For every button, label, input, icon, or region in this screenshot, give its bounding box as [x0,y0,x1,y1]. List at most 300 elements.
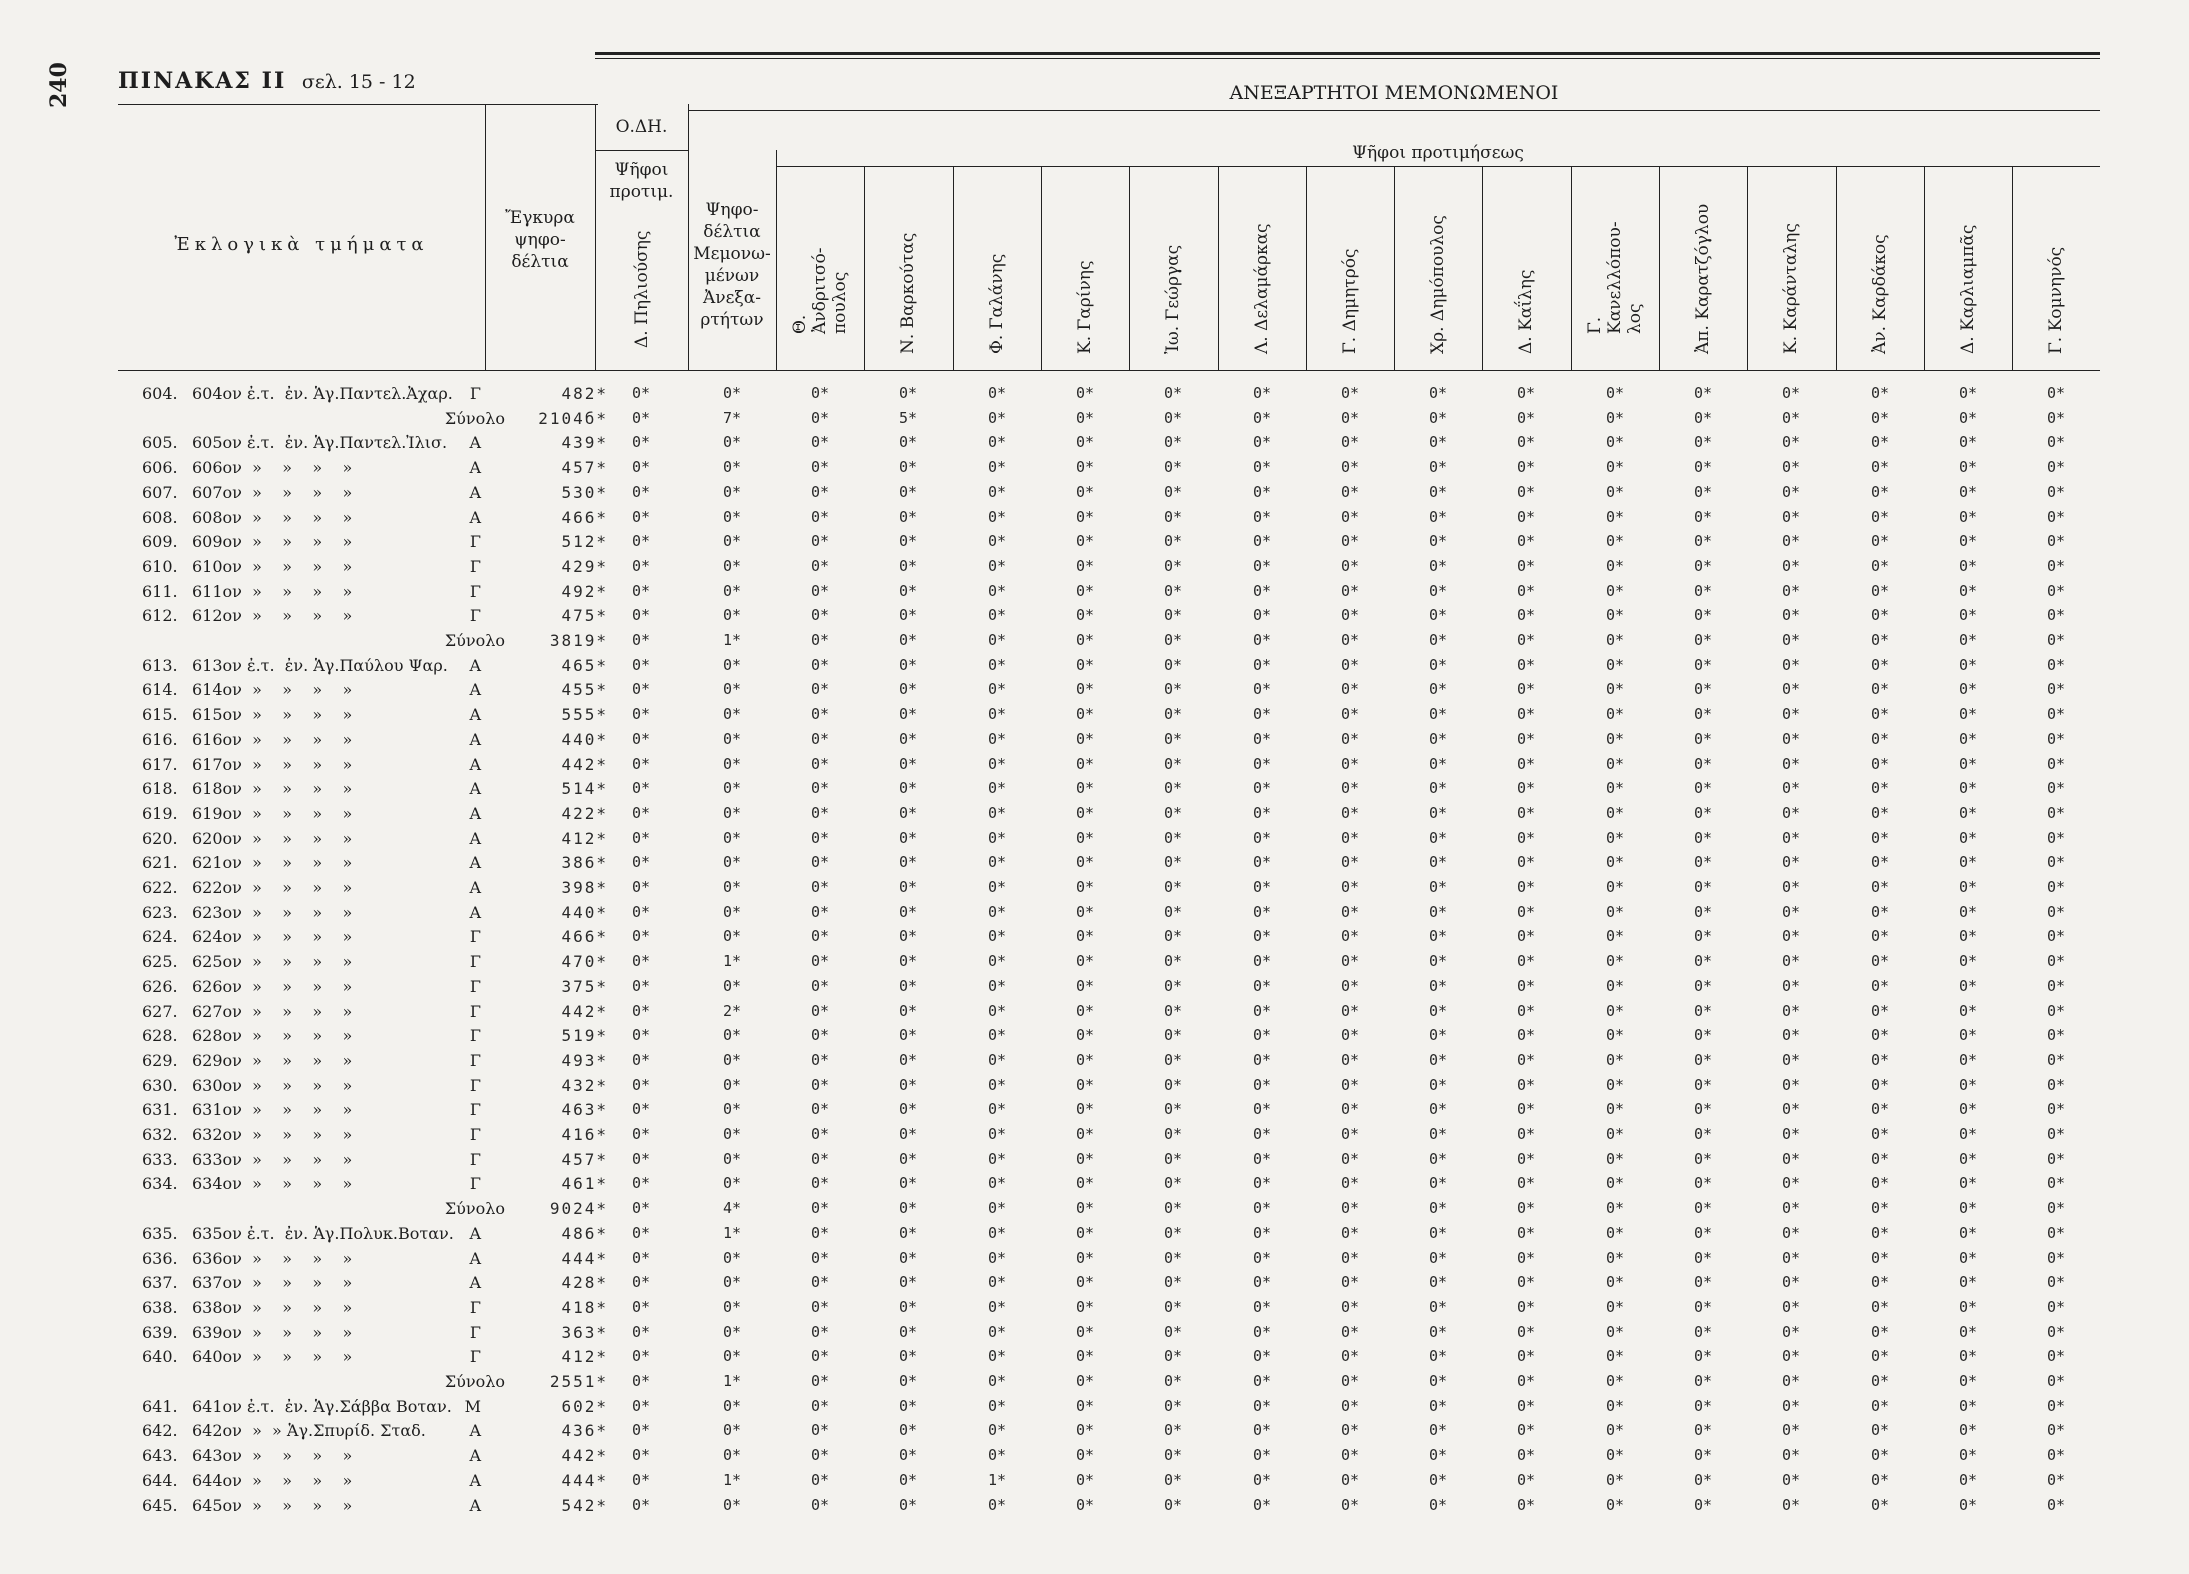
indep-ballots-value: 1* [722,631,742,649]
candidate-pref-value: 0* [1340,1174,1360,1192]
valid-ballots-value: 439* [561,433,608,452]
candidate-pref-value: 0* [1781,1026,1801,1044]
district-name: 642ον » » Ἁγ.Σπυρίδ. Σταδ. [192,1421,426,1440]
candidate-pref-value: 0* [1252,1051,1272,1069]
candidate-pref-value: 0* [1958,1446,1978,1464]
candidate-pref-value: 0* [2046,779,2066,797]
candidate-pref-value: 0* [1781,1372,1801,1390]
candidate-pref-value: 0* [898,730,918,748]
candidate-pref-value: 0* [898,1372,918,1390]
candidate-pref-value: 0* [810,903,830,921]
candidate-pref-value: 0* [1516,458,1536,476]
candidate-pref-value: 0* [1781,384,1801,402]
candidate-pref-value: 0* [1870,1100,1890,1118]
row-number: 609. [142,532,178,551]
candidate-pref-value: 0* [1075,977,1095,995]
district-name: 641ον ἐ.τ. ἐν. Ἁγ.Σάββα Βοταν. [192,1397,452,1416]
candidate-pref-value: 0* [1252,1421,1272,1439]
candidate-pref-value: 0* [1428,730,1448,748]
table-row [0,1323,2189,1348]
candidate-pref-value: 0* [2046,409,2066,427]
table-row [0,1347,2189,1372]
candidate-pref-value: 0* [1605,532,1625,550]
row-number: 632. [142,1125,178,1144]
candidate-pref-value: 0* [1428,1446,1448,1464]
candidate-pref-value: 0* [1693,1496,1713,1514]
row-number: 615. [142,705,178,724]
candidate-pref-value: 0* [1252,458,1272,476]
table-row [0,1298,2189,1323]
candidate-pref-value: 0* [810,433,830,451]
candidate-pref-value: 0* [1870,1150,1890,1168]
candidate-pref-value: 0* [1163,1496,1183,1514]
candidate-pref-value: 0* [987,1076,1007,1094]
candidate-pref-value: 0* [1252,680,1272,698]
candidate-pref-value: 0* [987,483,1007,501]
candidate-pref-value: 0* [810,1471,830,1489]
candidate-pref-value: 0* [1605,1446,1625,1464]
candidate-pref-value: 0* [1516,1125,1536,1143]
candidate-pref-value: 0* [2046,878,2066,896]
candidate-pref-value: 0* [987,433,1007,451]
candidate-pref-value: 0* [987,705,1007,723]
candidate-pref-value: 0* [898,829,918,847]
candidate-pref-value: 0* [1958,1125,1978,1143]
candidate-pref-value: 0* [1075,1224,1095,1242]
odh-pref-value: 0* [631,483,651,501]
candidate-pref-value: 0* [1958,1199,1978,1217]
row-number: 640. [142,1347,178,1366]
district-suffix: Γ [469,1076,481,1095]
candidate-pref-value: 0* [1075,458,1095,476]
candidate-pref-value: 0* [2046,656,2066,674]
candidate-pref-value: 0* [1605,1174,1625,1192]
candidate-pref-value: 0* [1428,1471,1448,1489]
row-number: 611. [142,582,178,601]
title-text: ΠΙΝΑΚΑΣ ΙΙ [118,68,287,94]
candidate-pref-value: 0* [898,853,918,871]
candidate-pref-value: 0* [810,1002,830,1020]
candidate-pref-value: 0* [987,977,1007,995]
candidate-pref-value: 0* [810,508,830,526]
candidate-pref-value: 0* [1693,409,1713,427]
indep-ballots-value: 0* [722,582,742,600]
row-number: 633. [142,1150,178,1169]
valid-ballots-value: 470* [561,952,608,971]
candidate-pref-value: 0* [1781,433,1801,451]
candidate-pref-value: 0* [987,680,1007,698]
candidate-pref-value: 0* [987,779,1007,797]
table-row [0,779,2189,804]
odh-pref-value: 0* [631,532,651,550]
candidate-pref-value: 0* [1163,384,1183,402]
candidate-pref-value: 0* [1163,1076,1183,1094]
candidate-pref-value: 0* [1605,1150,1625,1168]
row-number: 618. [142,779,178,798]
candidate-pref-value: 0* [898,1347,918,1365]
odh-pref-value: 0* [631,1026,651,1044]
candidate-pref-value: 0* [1605,1372,1625,1390]
candidate-pref-value: 0* [1075,1076,1095,1094]
indep-ballots-value: 0* [722,804,742,822]
district-name: 609ον » » » » [192,532,353,551]
candidate-pref-value: 0* [1340,384,1360,402]
candidate-pref-value: 0* [1428,755,1448,773]
table-row [0,384,2189,409]
candidate-pref-value: 0* [2046,1150,2066,1168]
candidate-pref-value: 0* [1428,1026,1448,1044]
candidate-pref-value: 1* [987,1471,1007,1489]
indep-ballots-value: 0* [722,433,742,451]
district-name: 633ον » » » » [192,1150,353,1169]
candidate-pref-value: 0* [1428,779,1448,797]
col-header-candidate [1482,168,1570,368]
candidate-pref-value: 0* [1781,1397,1801,1415]
row-number: 642. [142,1421,178,1440]
candidate-pref-value: 0* [898,582,918,600]
table-row [0,903,2189,928]
candidate-pref-value: 0* [1870,1298,1890,1316]
district-name: 629ον » » » » [192,1051,353,1070]
candidate-pref-value: 0* [987,458,1007,476]
candidate-pref-value: 0* [1693,1397,1713,1415]
candidate-pref-value: 0* [1781,1174,1801,1192]
district-suffix: Γ [469,1026,481,1045]
candidate-pref-value: 0* [1870,532,1890,550]
candidate-pref-value: 0* [1516,1199,1536,1217]
candidate-pref-value: 0* [1870,1249,1890,1267]
district-name: 643ον » » » » [192,1446,353,1465]
indep-ballots-value: 0* [722,1496,742,1514]
district-suffix: Α [469,705,481,724]
candidate-pref-value: 0* [1516,1174,1536,1192]
col-header-candidate [1129,168,1217,368]
candidate-pref-value: 0* [1340,458,1360,476]
district-name: 639ον » » » » [192,1323,353,1342]
candidate-pref-value: 0* [810,483,830,501]
valid-ballots-value: 442* [561,755,608,774]
candidate-pref-value: 0* [1252,1150,1272,1168]
indep-ballots-value: 0* [722,1150,742,1168]
candidate-pref-value: 0* [1693,1249,1713,1267]
indep-ballots-value: 0* [722,532,742,550]
candidate-pref-value: 0* [1516,804,1536,822]
district-suffix: Γ [469,1323,481,1342]
candidate-pref-value: 0* [1605,1026,1625,1044]
valid-ballots-value: 386* [561,853,608,872]
valid-ballots-value: 461* [561,1174,608,1193]
candidate-pref-value: 0* [1163,952,1183,970]
col-header-candidate [1747,168,1835,368]
row-number: 625. [142,952,178,971]
candidate-pref-value: 0* [1428,1076,1448,1094]
odh-pref-header: Ψῆφοι προτιμ. [609,160,674,202]
candidate-pref-value: 0* [1870,804,1890,822]
valid-ballots-value: 493* [561,1051,608,1070]
candidate-pref-value: 0* [1605,508,1625,526]
candidate-pref-value: 0* [810,458,830,476]
candidate-pref-value: 0* [1693,1471,1713,1489]
candidate-pref-value: 0* [2046,755,2066,773]
candidate-pref-value: 0* [1693,1199,1713,1217]
candidate-pref-value: 0* [1870,1224,1890,1242]
candidate-pref-value: 0* [1428,903,1448,921]
candidate-pref-value: 0* [1516,1298,1536,1316]
district-suffix: Α [469,508,481,527]
candidate-pref-value: 0* [1340,656,1360,674]
candidate-pref-value: 0* [1163,508,1183,526]
pref-votes-header: Ψῆφοι προτιμήσεως [1352,143,1524,163]
valid-ballots-value: 440* [561,730,608,749]
row-number: 627. [142,1002,178,1021]
candidate-pref-value: 0* [898,532,918,550]
valid-ballots-value: 2104б* [538,409,608,428]
candidate-pref-value: 0* [1605,1298,1625,1316]
district-name: 623ον » » » » [192,903,353,922]
candidate-pref-value: 0* [1516,433,1536,451]
district-name: 613ον ἐ.τ. ἐν. Ἁγ.Παύλου Ψαρ. [192,656,448,675]
district-suffix: Γ [469,1298,481,1317]
candidate-pref-value: 0* [1428,1372,1448,1390]
candidate-pref-value: 0* [1252,1372,1272,1390]
candidate-pref-value: 0* [1958,705,1978,723]
district-name: 610ον » » » » [192,557,353,576]
indep-ballots-value: 2* [722,1002,742,1020]
table-row [0,878,2189,903]
valid-ballots-value: 398* [561,878,608,897]
candidate-pref-value: 0* [1075,730,1095,748]
candidate-pref-value: 0* [2046,1496,2066,1514]
candidate-pref-value: 0* [987,1100,1007,1118]
candidate-pref-value: 0* [1693,705,1713,723]
district-suffix: Α [469,680,481,699]
candidate-pref-value: 0* [1516,631,1536,649]
candidate-pref-value: 0* [1781,409,1801,427]
candidate-pref-value: 0* [1163,1125,1183,1143]
candidate-pref-value: 0* [1163,1174,1183,1192]
candidate-pref-value: 0* [1428,680,1448,698]
candidate-pref-value: 0* [1693,656,1713,674]
candidate-pref-value: 0* [1870,1125,1890,1143]
candidate-pref-value: 0* [2046,705,2066,723]
indep-ballots-value: 0* [722,829,742,847]
total-label: Σύνολο [444,409,505,428]
candidate-pref-value: 0* [2046,433,2066,451]
candidate-pref-value: 0* [1958,779,1978,797]
indep-ballots-value: 0* [722,606,742,624]
table-row [0,1249,2189,1274]
candidate-pref-value: 0* [1516,779,1536,797]
candidate-pref-value: 5* [898,409,918,427]
candidate-pref-value: 0* [1075,1249,1095,1267]
candidate-pref-value: 0* [1781,1249,1801,1267]
candidate-pref-value: 0* [987,557,1007,575]
indep-ballots-value: 0* [722,458,742,476]
col-header-candidate [1218,168,1306,368]
table-row [0,1496,2189,1521]
candidate-pref-value: 0* [1252,557,1272,575]
candidate-pref-value: 0* [1428,1150,1448,1168]
candidate-pref-value: 0* [1870,1174,1890,1192]
table-row [0,1224,2189,1249]
candidate-pref-value: 0* [1075,1298,1095,1316]
candidate-pref-value: 0* [810,557,830,575]
district-suffix: Γ [469,557,481,576]
table-row [0,483,2189,508]
candidate-pref-value: 0* [1605,1002,1625,1020]
district-suffix: Γ [469,1125,481,1144]
valid-ballots-value: 436* [561,1421,608,1440]
candidate-pref-value: 0* [1958,631,1978,649]
candidate-pref-value: 0* [2046,804,2066,822]
candidate-pref-value: 0* [1693,927,1713,945]
candidate-pref-value: 0* [1075,1199,1095,1217]
candidate-pref-value: 0* [1075,582,1095,600]
candidate-pref-value: 0* [1075,1397,1095,1415]
candidate-pref-value: 0* [1693,582,1713,600]
candidate-pref-value: 0* [1075,680,1095,698]
district-suffix: Α [469,1446,481,1465]
candidate-pref-value: 0* [898,656,918,674]
candidate-pref-value: 0* [1870,779,1890,797]
indep-ballots-value: 0* [722,1249,742,1267]
candidate-pref-value: 0* [1075,1026,1095,1044]
district-name: 621ον » » » » [192,853,353,872]
valid-ballots-value: 555* [561,705,608,724]
candidate-pref-value: 0* [1958,532,1978,550]
candidate-pref-value: 0* [1781,1002,1801,1020]
valid-ballots-value: 457* [561,458,608,477]
valid-ballots-value: 9024* [549,1199,608,1218]
odh-pref-value: 0* [631,705,651,723]
candidate-pref-value: 0* [1781,1323,1801,1341]
candidate-pref-value: 0* [898,1002,918,1020]
odh-pref-value: 0* [631,804,651,822]
district-suffix: Γ [469,582,481,601]
candidate-pref-value: 0* [1693,1298,1713,1316]
candidate-pref-value: 0* [1693,952,1713,970]
row-number: 617. [142,755,178,774]
candidate-pref-value: 0* [1075,606,1095,624]
candidate-pref-value: 0* [1428,1224,1448,1242]
candidate-pref-value: 0* [987,409,1007,427]
candidate-pref-value: 0* [1605,1100,1625,1118]
candidate-pref-value: 0* [1781,1446,1801,1464]
candidate-pref-value: 0* [1870,1471,1890,1489]
candidate-name: Ν. Βαρκούτας [898,232,918,354]
odh-pref-value: 0* [631,1471,651,1489]
candidate-pref-value: 0* [1075,705,1095,723]
candidate-pref-value: 0* [987,656,1007,674]
indep-ballots-value: 0* [722,557,742,575]
candidate-pref-value: 0* [987,582,1007,600]
candidate-pref-value: 0* [1340,508,1360,526]
candidate-pref-value: 0* [2046,1446,2066,1464]
row-number: 622. [142,878,178,897]
candidate-pref-value: 0* [1075,1150,1095,1168]
candidate-pref-value: 0* [898,1273,918,1291]
candidate-pref-value: 0* [1958,458,1978,476]
candidate-pref-value: 0* [1075,755,1095,773]
candidate-pref-value: 0* [1428,853,1448,871]
candidate-pref-value: 0* [1075,384,1095,402]
candidate-pref-value: 0* [1252,483,1272,501]
top-double-rule-2 [595,58,2100,59]
candidate-pref-value: 0* [2046,977,2066,995]
candidate-pref-value: 0* [1252,508,1272,526]
district-suffix: Α [469,829,481,848]
candidate-pref-value: 0* [1693,903,1713,921]
district-suffix: Μ [464,1397,481,1416]
candidate-pref-value: 0* [1163,433,1183,451]
candidate-pref-value: 0* [1428,582,1448,600]
candidate-pref-value: 0* [987,1372,1007,1390]
candidate-pref-value: 0* [1428,631,1448,649]
candidate-pref-value: 0* [1340,532,1360,550]
candidate-pref-value: 0* [1781,680,1801,698]
candidate-pref-value: 0* [1781,705,1801,723]
candidate-pref-value: 0* [1781,458,1801,476]
candidate-pref-value: 0* [1340,1347,1360,1365]
candidate-pref-value: 0* [1693,1125,1713,1143]
table-row [0,977,2189,1002]
odh-pref-value: 0* [631,1002,651,1020]
candidate-pref-value: 0* [1693,1323,1713,1341]
candidate-pref-value: 0* [1516,532,1536,550]
candidate-pref-value: 0* [1781,1471,1801,1489]
valid-ballots-value: 428* [561,1273,608,1292]
odh-pref-value: 0* [631,952,651,970]
candidate-pref-value: 0* [2046,903,2066,921]
candidate-pref-value: 0* [810,1372,830,1390]
candidate-pref-value: 0* [1163,606,1183,624]
candidate-pref-value: 0* [1252,1076,1272,1094]
candidate-pref-value: 0* [1516,1323,1536,1341]
candidate-pref-value: 0* [1516,853,1536,871]
candidate-pref-value: 0* [1605,903,1625,921]
valid-ballots-value: 363* [561,1323,608,1342]
candidate-pref-value: 0* [2046,631,2066,649]
candidate-pref-value: 0* [1605,1496,1625,1514]
candidate-pref-value: 0* [810,1298,830,1316]
candidate-pref-value: 0* [1516,1026,1536,1044]
candidate-pref-value: 0* [1693,755,1713,773]
candidate-pref-value: 0* [1870,829,1890,847]
col-header-candidate [864,168,952,368]
candidate-pref-value: 0* [1428,829,1448,847]
candidate-pref-value: 0* [1340,1100,1360,1118]
candidate-pref-value: 0* [810,582,830,600]
candidate-pref-value: 0* [810,1496,830,1514]
candidate-pref-value: 0* [1693,1150,1713,1168]
row-number: 623. [142,903,178,922]
candidate-pref-value: 0* [898,1323,918,1341]
candidate-pref-value: 0* [1163,853,1183,871]
candidate-pref-value: 0* [1781,606,1801,624]
candidate-pref-value: 0* [1781,927,1801,945]
candidate-pref-value: 0* [987,829,1007,847]
candidate-pref-value: 0* [987,1421,1007,1439]
candidate-pref-value: 0* [1605,680,1625,698]
candidate-pref-value: 0* [810,656,830,674]
candidate-pref-value: 0* [898,384,918,402]
candidate-pref-value: 0* [1958,1249,1978,1267]
candidate-pref-value: 0* [898,755,918,773]
candidate-pref-value: 0* [898,1199,918,1217]
candidate-pref-value: 0* [1605,1125,1625,1143]
candidate-pref-value: 0* [1516,1100,1536,1118]
candidate-pref-value: 0* [810,1446,830,1464]
